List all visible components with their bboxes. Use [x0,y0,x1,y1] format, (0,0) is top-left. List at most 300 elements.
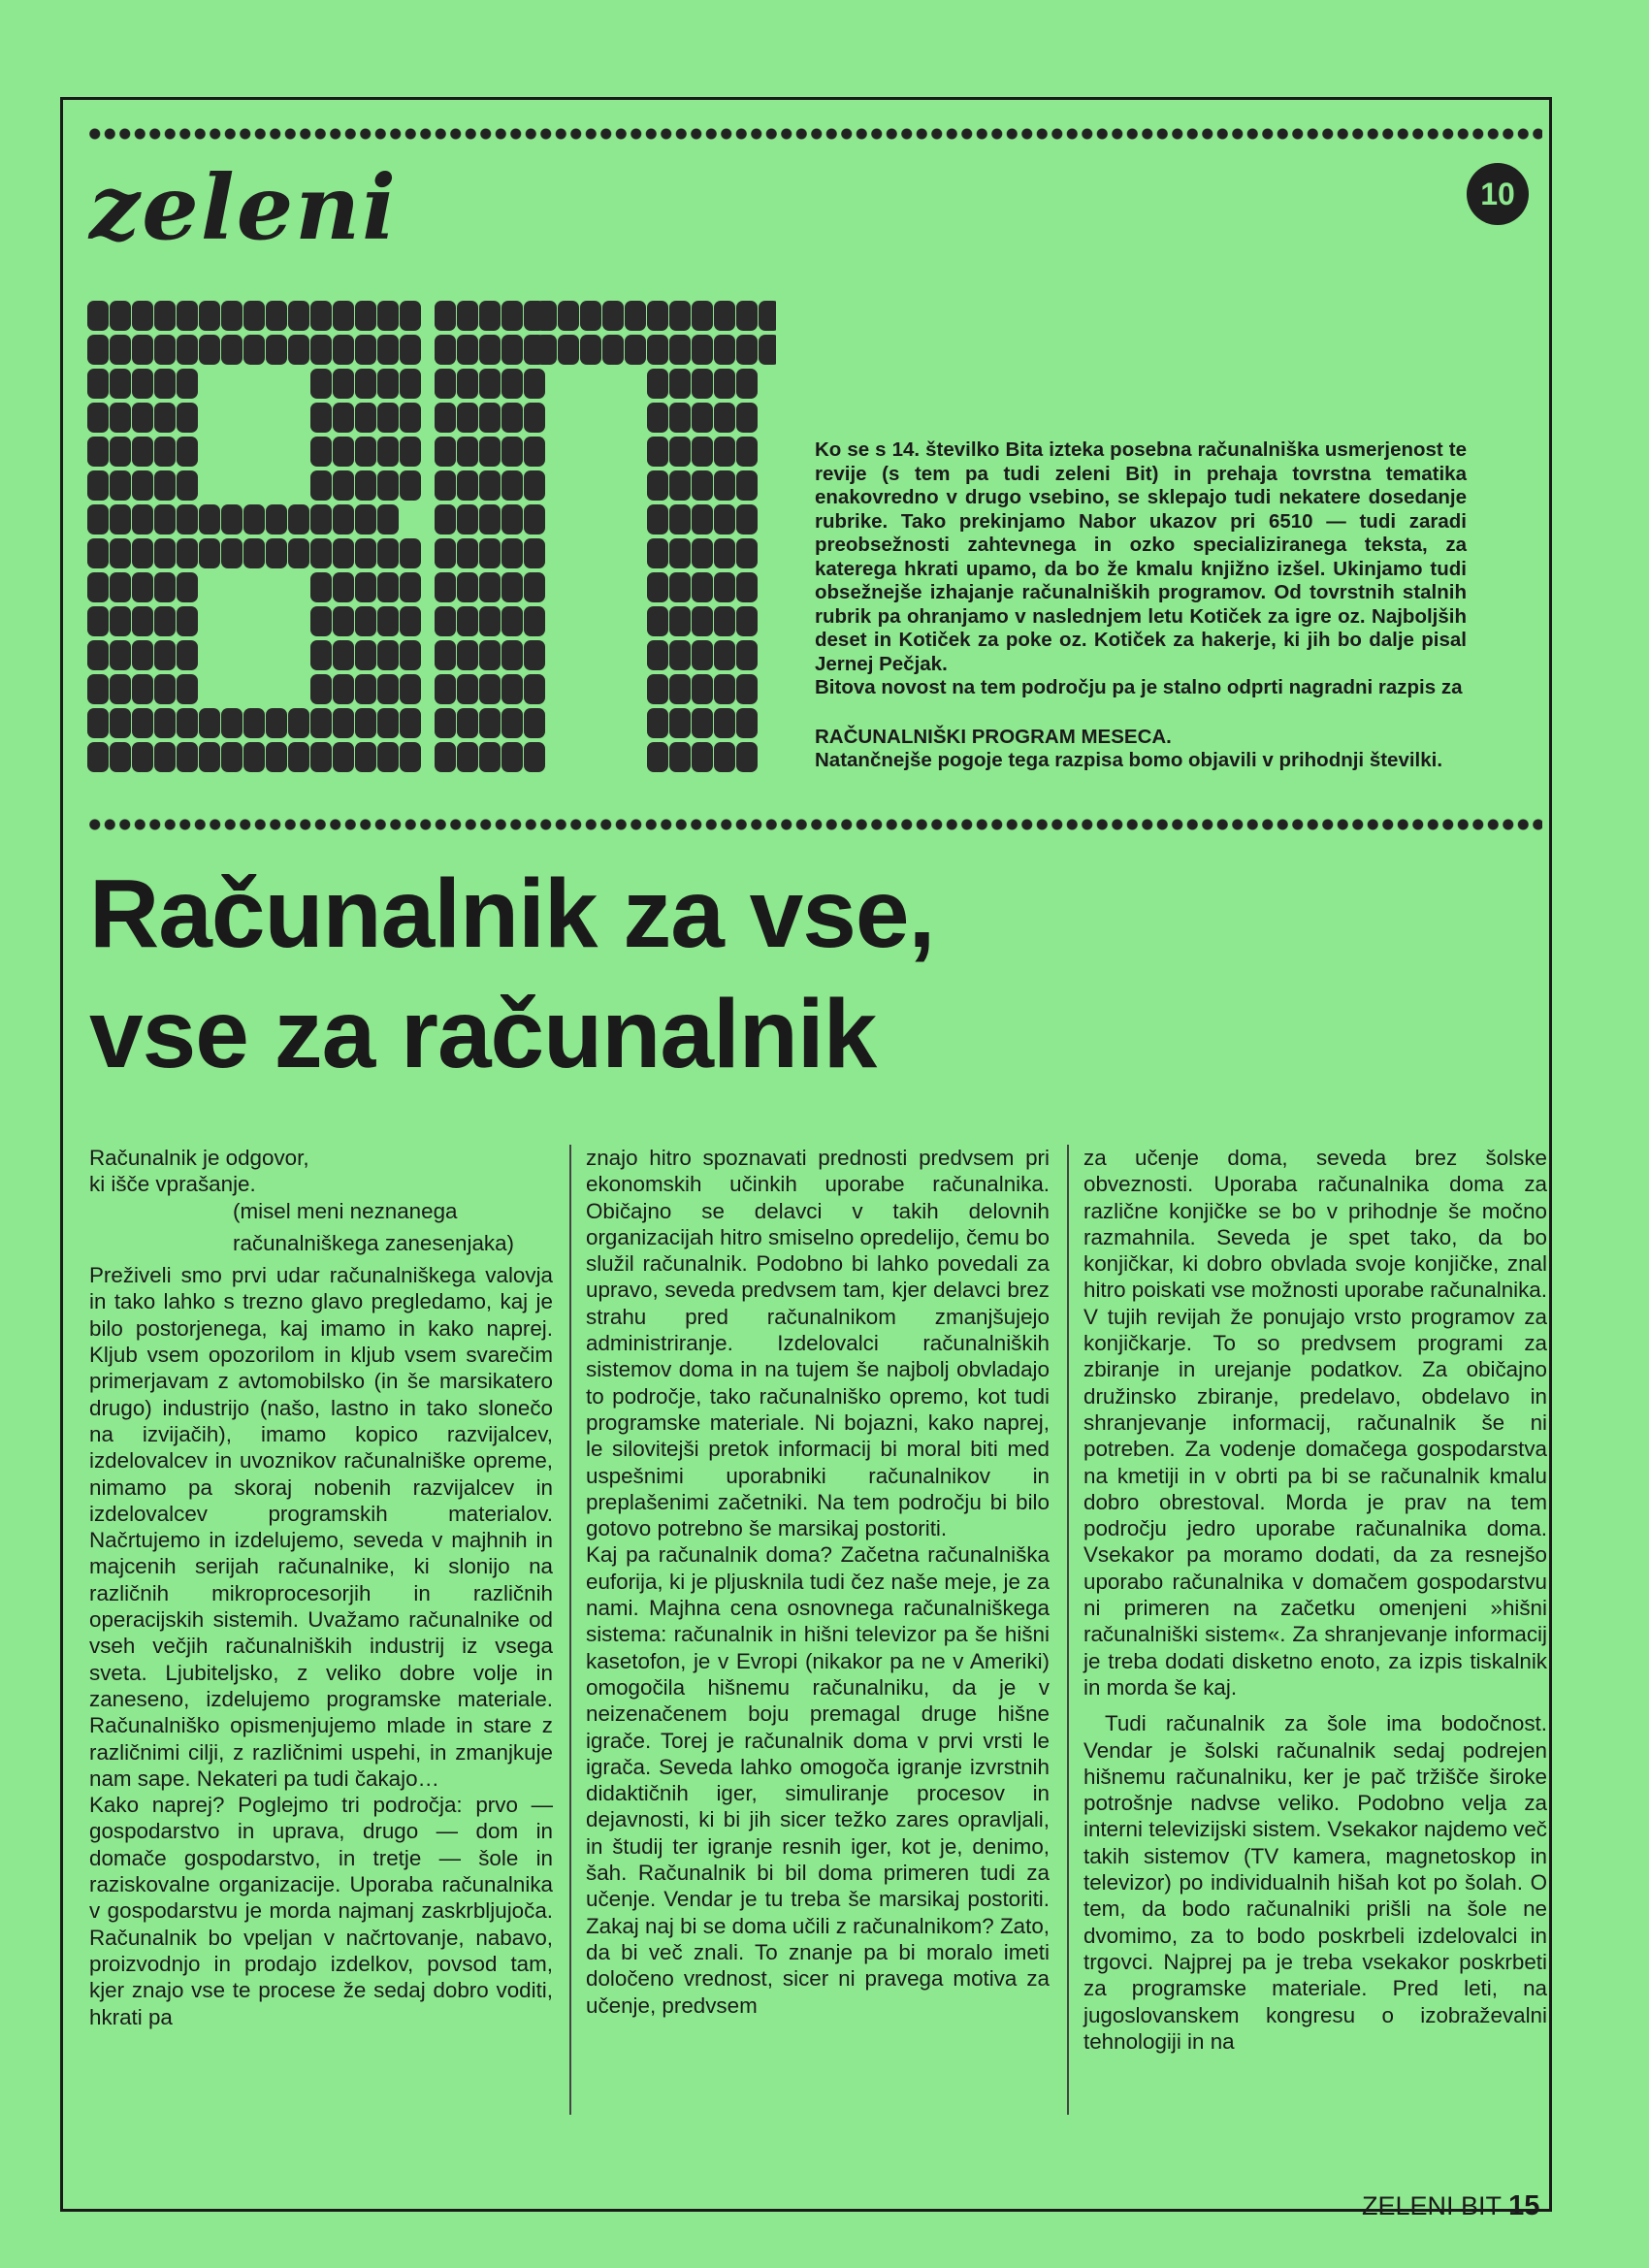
bit-logo-cell [524,572,545,602]
motto-source-2: računalniškega zanesenjaka) [233,1230,515,1255]
bit-logo-cell [154,742,176,772]
bit-logo-cell [524,437,545,467]
motto-line-1: Računalnik je odgovor, [89,1146,309,1170]
page-number: 15 [1508,2190,1540,2221]
bit-logo-cell [400,708,421,738]
bit-logo-cell [736,538,758,568]
bit-logo-cell [479,708,501,738]
bit-logo-cell [177,437,198,467]
bit-logo-cell [647,470,668,501]
bit-logo-cell [355,301,376,331]
issue-number-badge: 10 [1467,163,1529,225]
body-paragraph: Tudi računalnik za šole ima bodočnost. Vendar je šolski računalnik sedaj podrejen hišnemu računalniku, ker je pač tržišče široke potrošnje nadvse veliko. Podobno velja za interni televizijski sistem. Vsekakor najdemo več takih sistemov (TV kamera, magnetoskop in televizor) po individualnih hišah kot po šolah. O tem, da bodo računalniki prišli na šole ne dvomimo, za to bodo poskrbeli izdelovalci in trgovci. Najprej pa je treba vsekakor poskrbeti za programske materiale. Pred leti, na jugoslovanskem kongresu o izobraževalni tehnologiji in na [1083,1711,1547,2054]
bit-logo-cell [154,572,176,602]
bit-logo-cell [580,301,601,331]
bit-logo-cell [669,335,691,365]
bit-logo-cell [333,369,354,399]
bit-logo-cell [377,572,399,602]
bit-logo-cell [457,403,478,433]
bit-logo-cell [333,301,354,331]
bit-logo-cell [435,674,456,704]
bit-logo-cell [714,674,735,704]
bit-logo-cell [266,504,287,535]
bit-logo-cell [736,572,758,602]
bit-logo-cell [501,403,523,433]
bit-logo-cell [501,708,523,738]
bit-logo-cell [355,742,376,772]
bit-logo-cell [669,538,691,568]
bit-logo-cell [479,403,501,433]
bit-logo-cell [221,742,242,772]
bit-logo-cell [377,538,399,568]
bit-logo-cell [692,640,713,670]
bit-logo-cell [243,538,265,568]
body-paragraph: za učenje doma, seveda brez šolske obveznosti. Uporaba računalnika doma za različne konjičke se bo v prihodnje še močno razmahnila. Seveda je spet tako, da bo konjičkar, ki dobro obvlada svoje konjičke, znal hitro poiskati vse možnosti uporabe računalnika. V tujih revijah že ponujajo vrsto programov za konjičkarje. To so predvsem programi za zbiranje in urejanje podatkov. Za običajno družinsko zbiranje, predelavo, obdelavo in shranjevanje informacij, računalnik še ni potreben. Za vodenje domačega gospodarstva na kmetiji in v obrti pa bi se računalnik kmalu dobro obrestoval. Morda je prav na tem področju jedro uporabe računalnika doma. Vsekakor pa moramo dodati, da za resnejšo uporabo računalnika v domačem gospodarstvu ni primeren na začetku omenjeni »hišni računalniški sistem«. Za shranjevanje informacij je treba dodati disketno enoto, za izpis tiskalnik in morda še kaj. [1083,1146,1547,1700]
bit-logo-cell [524,538,545,568]
bit-logo-cell [266,301,287,331]
bit-logo-cell [669,369,691,399]
bit-logo-cell [333,335,354,365]
bit-logo-cell [714,504,735,535]
article-title-line-1: Računalnik za vse, [89,859,935,968]
article-title [89,854,1525,1094]
bit-logo-cell [333,538,354,568]
bit-logo-cell [110,369,131,399]
bit-logo-cell [714,301,735,331]
bit-logo-cell [87,369,109,399]
bit-logo-cell [501,470,523,501]
bit-logo-cell [132,538,153,568]
bit-logo-cell [132,742,153,772]
bit-logo-cell [110,640,131,670]
bit-logo-cell [457,674,478,704]
bit-logo-cell [736,606,758,636]
bit-logo-cell [355,403,376,433]
bit-logo-cell [199,538,220,568]
bit-logo-cell [355,708,376,738]
bit-logo-cell [177,708,198,738]
bit-logo-cell [400,742,421,772]
bit-logo-cell [377,369,399,399]
bit-logo-cell [110,606,131,636]
bit-logo-cell [87,335,109,365]
bit-logo-cell [377,335,399,365]
bit-logo-cell [266,335,287,365]
bit-logo-cell [355,674,376,704]
dot-border-top [87,126,1542,142]
bit-logo-cell [692,742,713,772]
bit-logo-cell [87,403,109,433]
bit-logo-cell [132,437,153,467]
bit-logo-cell [87,470,109,501]
bit-logo-cell [692,470,713,501]
bit-logo-cell [177,504,198,535]
bit-logo-cell [647,742,668,772]
bit-logo-cell [457,708,478,738]
bit-logo-cell [669,742,691,772]
bit-logo-cell [132,504,153,535]
bit-logo-cell [501,335,523,365]
bit-logo-cell [692,606,713,636]
bit-logo-cell [759,335,776,365]
bit-logo-cell [400,437,421,467]
brand-word: zeleni [89,155,399,260]
bit-logo-cell [154,335,176,365]
bit-logo-cell [602,301,624,331]
bit-logo-cell [501,538,523,568]
bit-logo-cell [479,470,501,501]
bit-logo-cell [435,369,456,399]
bit-logo-cell [288,742,309,772]
bit-logo-cell [355,606,376,636]
bit-logo-cell [132,640,153,670]
bit-logo-cell [310,640,332,670]
bit-logo-cell [669,674,691,704]
bit-logo-cell [457,538,478,568]
bit-logo-cell [87,538,109,568]
bit-logo-cell [647,572,668,602]
bit-logo-cell [435,301,456,331]
bit-logo-cell [714,437,735,467]
bit-logo-cell [535,301,557,331]
intro-paragraph: Ko se s 14. številko Bita izteka posebna računalniška usmerjenost te revije (s tem pa tudi zeleni Bit) in prehaja tovrstna tematika enakovredno v drugo vsebino, se sklepajo tudi nekatere dosedanje rubrike. Tako prekinjamo Nabor ukazov pri 6510 — tudi zaradi preobsežnosti zahtevnega in ozko specializiranega teksta, za katerega hkrati upamo, da bo že kmalu knjižno izšel. Ukinjamo tudi obsežnejše izhajanje računalniških programov. Od tovrstnih stalnih rubrik pa ohranjamo v naslednjem letu Kotiček za igre oz. Najboljših deset in Kotiček za poke oz. Kotiček za hakerje, ki jih bo dalje pisal Jernej Pečjak. [815,438,1467,675]
bit-logo-cell [110,708,131,738]
bit-logo-cell [669,403,691,433]
bit-logo-cell [501,572,523,602]
column-2 [586,1145,1050,2019]
bit-logo-cell [266,708,287,738]
bit-logo-cell [221,335,242,365]
bit-logo-cell [199,301,220,331]
bit-logo-cell [692,674,713,704]
bit-logo-cell [479,369,501,399]
bit-logo-cell [524,470,545,501]
bit-logo-cell [479,640,501,670]
article-title-line-2: vse za računalnik [89,980,877,1088]
bit-logo-cell [310,301,332,331]
bit-logo-cell [199,335,220,365]
bit-logo-cell [132,301,153,331]
bit-logo-cell [400,369,421,399]
bit-logo-cell [714,742,735,772]
bit-logo-cell [377,504,399,535]
bit-logo-cell [457,742,478,772]
column-1 [89,1145,553,2030]
bit-logo-cell [87,742,109,772]
bit-logo-cell [266,538,287,568]
bit-logo-cell [87,437,109,467]
bit-logo-cell [243,504,265,535]
bit-logo-cell [132,572,153,602]
bit-logo-cell [524,403,545,433]
bit-logo-cell [457,572,478,602]
bit-logo-cell [310,606,332,636]
bit-logo-cell [154,674,176,704]
bit-logo-cell [288,708,309,738]
bit-logo-cell [310,335,332,365]
bit-logo-cell [736,504,758,535]
bit-logo-cell [400,606,421,636]
bit-logo-cell [457,437,478,467]
bit-logo-cell [669,572,691,602]
bit-logo-cell [736,437,758,467]
bit-logo-cell [647,674,668,704]
bit-logo-cell [736,335,758,365]
bit-logo-cell [435,437,456,467]
bit-logo-cell [243,708,265,738]
bit-logo-cell [288,335,309,365]
bit-logo-cell [714,606,735,636]
bit-logo-cell [154,538,176,568]
bit-logo-cell [288,301,309,331]
bit-logo-cell [435,742,456,772]
bit-logo-cell [355,335,376,365]
bit-logo-cell [110,470,131,501]
bit-logo-cell [400,335,421,365]
bit-logo-cell [177,369,198,399]
bit-logo-cell [132,606,153,636]
bit-logo-cell [377,640,399,670]
bit-logo-cell [333,742,354,772]
bit-logo-cell [714,572,735,602]
bit-logo-cell [333,606,354,636]
bit-logo-cell [692,538,713,568]
bit-logo-cell [377,470,399,501]
bit-logo-cell [87,640,109,670]
bit-logo-cell [479,742,501,772]
bit-logo-cell [310,708,332,738]
page-footer [1362,2190,1539,2222]
bit-logo-cell [355,504,376,535]
bit-logo-cell [110,504,131,535]
bit-logo-cell [692,335,713,365]
bit-logo-cell [400,572,421,602]
bit-logo-cell [669,504,691,535]
bit-logo-cell [110,538,131,568]
bit-logo-cell [647,301,668,331]
bit-logo-cell [355,538,376,568]
bit-logo-cell [266,742,287,772]
bit-logo-cell [501,742,523,772]
bit-logo-cell [457,335,478,365]
bit-logo-cell [736,301,758,331]
bit-logo-cell [355,369,376,399]
bit-logo-cell [177,301,198,331]
bit-logo-cell [310,504,332,535]
bit-logo-cell [132,369,153,399]
bit-logo-cell [714,470,735,501]
bit-logo-cell [333,470,354,501]
bit-logo-cell [524,640,545,670]
bit-logo-cell [479,301,501,331]
bit-logo-cell [199,742,220,772]
article-body [89,1145,1552,2124]
bit-logo-cell [524,708,545,738]
bit-logo-cell [132,470,153,501]
bit-logo-cell [647,606,668,636]
bit-logo-cell [199,708,220,738]
bit-logo-cell [154,606,176,636]
bit-logo-cell [558,301,579,331]
bit-logo-cell [479,606,501,636]
bit-logo-cell [435,335,456,365]
bit-logo-cell [177,742,198,772]
bit-logo-cell [355,470,376,501]
bit-logo-cell [110,742,131,772]
bit-logo-cell [132,335,153,365]
bit-logo-cell [501,606,523,636]
bit-logo-cell [501,674,523,704]
bit-logo-cell [177,470,198,501]
bit-logo-cell [435,606,456,636]
bit-logo-cell [400,674,421,704]
bit-logo-cell [435,708,456,738]
bit-logo-cell [243,335,265,365]
bit-logo-cell [479,437,501,467]
bit-logo-cell [110,301,131,331]
bit-logo-cell [669,640,691,670]
bit-logo-cell [87,504,109,535]
bit-logo-cell [479,335,501,365]
bit-logo-cell [457,640,478,670]
column-3 [1083,1145,1547,2055]
bit-logo-cell [110,437,131,467]
bit-logo-cell [310,742,332,772]
bit-logo-cell [647,708,668,738]
bit-logo-cell [154,437,176,467]
bit-logo-cell [524,674,545,704]
bit-logo-cell [377,301,399,331]
bit-logo-cell [501,369,523,399]
bit-logo-cell [435,572,456,602]
bit-logo-cell [714,403,735,433]
bit-logo-cell [355,572,376,602]
dot-border-middle [87,817,1542,832]
bit-logo-cell [524,504,545,535]
bit-logo-cell [501,504,523,535]
bit-logo-cell [457,470,478,501]
bit-logo-cell [177,403,198,433]
bit-logo-cell [310,470,332,501]
bit-logo-cell [457,301,478,331]
bit-logo-cell [110,674,131,704]
bit-logo-cell [692,369,713,399]
bit-logo-cell [288,538,309,568]
bit-logo-cell [132,708,153,738]
bit-logo-cell [457,504,478,535]
bit-logo-cell [154,369,176,399]
bit-logo-cell [501,301,523,331]
bit-logo-cell [714,335,735,365]
bit-logo-cell [400,538,421,568]
bit-logo-cell [154,640,176,670]
bit-logo-cell [87,674,109,704]
bit-logo-cell [580,335,601,365]
bit-logo-cell [669,606,691,636]
bit-logo-cell [647,403,668,433]
bit-logo-cell [333,403,354,433]
bit-logo-cell [435,403,456,433]
intro-paragraph-2: Bitova novost na tem področju pa je stalno odprti nagradni razpis za [815,676,1463,698]
bit-logo-cell [714,640,735,670]
bit-logo-cell [400,301,421,331]
bit-logo-cell [736,674,758,704]
bit-logo-cell [310,674,332,704]
bit-logo-cell [310,437,332,467]
bit-logo-cell [333,437,354,467]
bit-logo-cell [692,437,713,467]
bit-logo-cell [669,437,691,467]
bit-logo-cell [625,335,646,365]
bit-logo-cell [355,640,376,670]
bit-logo-cell [714,538,735,568]
bit-logo-cell [479,674,501,704]
bit-logo-cell [647,504,668,535]
bit-logo-cell [199,504,220,535]
bit-logo-cell [736,470,758,501]
bit-logo-cell [154,504,176,535]
bit-logo-cell [132,674,153,704]
bit-logo-cell [154,470,176,501]
bit-logo-cell [221,538,242,568]
body-paragraph: Kako naprej? Poglejmo tri področja: prvo — gospodarstvo in uprava, drugo — dom in domače gospodarstvo, in tretje — šole in raziskovalne organizacije. Uporaba računalnika v gospodarstvu je morda najmanj zaskrbljujoča. Računalnik bo vpeljan v načrtovanje, nabavo, proizvodnjo in prodajo izdelkov, povsod tam, kjer znajo vse te procese že sedaj dobro voditi, hkrati pa [89,1793,553,2029]
bit-logo-cell [221,301,242,331]
bit-logo-cell [87,606,109,636]
bit-logo-cell [87,572,109,602]
bit-logo-cell [647,369,668,399]
bit-logo-cell [647,640,668,670]
editorial-intro [815,438,1467,773]
bit-logo-cell [692,301,713,331]
bit-logo [87,301,776,786]
bit-logo-cell [87,301,109,331]
bit-logo-cell [535,335,557,365]
bit-logo-cell [221,708,242,738]
motto-source-1: (misel meni neznanega [233,1198,458,1223]
bit-logo-cell [435,504,456,535]
footer-section: ZELENI BIT [1362,2191,1502,2220]
bit-logo-cell [400,403,421,433]
bit-logo-cell [310,572,332,602]
bit-logo-cell [154,708,176,738]
bit-logo-cell [479,504,501,535]
bit-logo-cell [377,403,399,433]
bit-logo-cell [692,403,713,433]
bit-logo-cell [132,403,153,433]
bit-logo-cell [333,708,354,738]
bit-logo-cell [692,572,713,602]
bit-logo-cell [759,301,776,331]
bit-logo-cell [625,301,646,331]
bit-logo-cell [736,640,758,670]
bit-logo-cell [110,572,131,602]
bit-logo-cell [647,437,668,467]
bit-logo-cell [501,437,523,467]
bit-logo-cell [110,403,131,433]
bit-logo-cell [479,572,501,602]
bit-logo-cell [479,538,501,568]
bit-logo-cell [435,470,456,501]
bit-logo-cell [714,369,735,399]
bit-logo-cell [87,708,109,738]
bit-logo-cell [457,606,478,636]
motto-line-2: ki išče vprašanje. [89,1172,256,1197]
body-paragraph: Preživeli smo prvi udar računalniškega valovja in tako lahko s trezno glavo pregledamo, kaj je bilo postorjenega, kaj imamo in kako naprej. Kljub vsem opozorilom in kljub vsem svarečim primerjavam z avtomobilsko (in še marsikatero drugo) industrijo (našo, lastno in tako slonečo na izvijačih), imamo kopico razvijalcev, izdelovalcev in uvoznikov računalniške opreme, nimamo pa skoraj nobenih razvijalcev in izdelovalcev programskih materialov. Načrtujemo in izdelujemo, seveda v majhnih in majcenih serijah računalnike, ki slonijo na različnih mikroprocesorjih in različnih operacijskih sistemih. Uvažamo računalnike od vseh večjih računalniških industrij iz vsega sveta. Ljubiteljsko, z veliko dobre volje in zaneseno, izdelujemo programske materiale. Računalniško opismenjujemo mlade in stare z različnimi cilji, z različnimi uspehi, in zmanjkuje nam sape. Nekateri pa tudi čakajo… [89,1263,553,1791]
bit-logo-cell [377,742,399,772]
bit-logo-cell [177,606,198,636]
bit-logo-cell [558,335,579,365]
bit-logo-cell [524,369,545,399]
